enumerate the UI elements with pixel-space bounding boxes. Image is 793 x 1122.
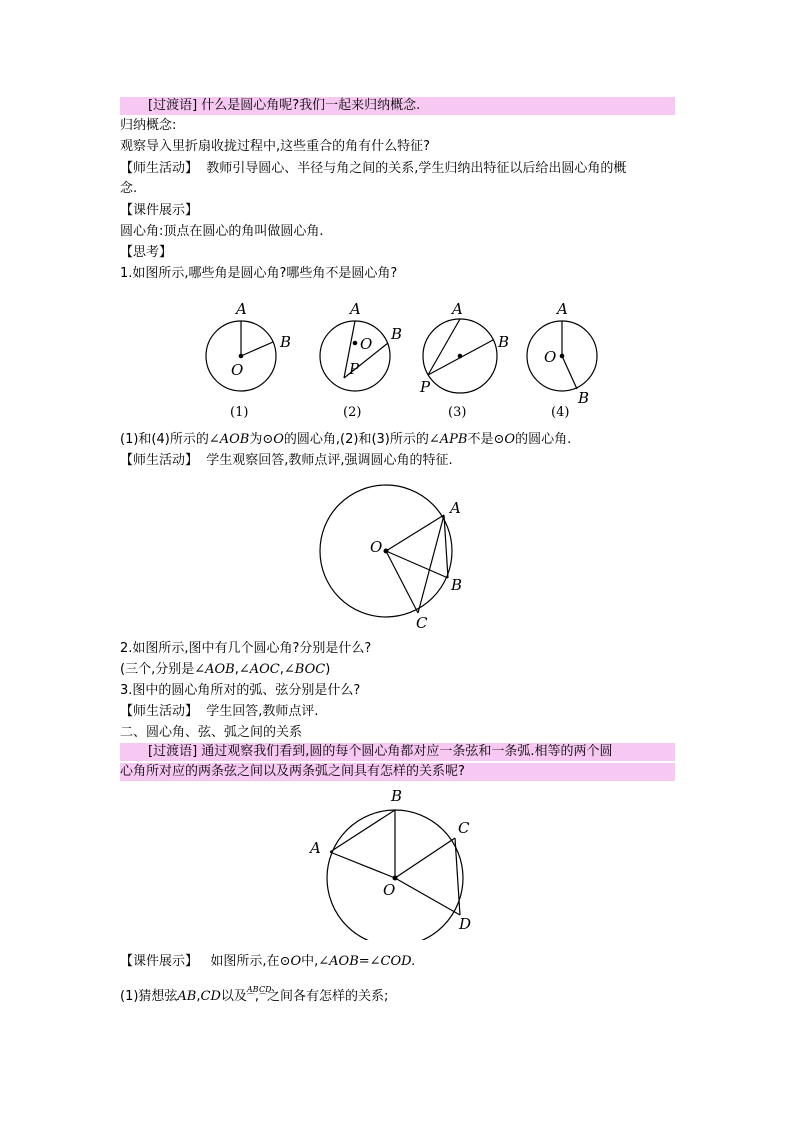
activity-tag: 【师生活动】 [120, 453, 199, 468]
radius-oa [330, 852, 395, 878]
fig3-label-d: D [459, 915, 472, 933]
conjecture-part: 之间各有怎样的关系; [267, 989, 389, 1004]
transition-text: [过渡语] 什么是圆心角呢?我们一起来归纳概念. [148, 98, 421, 113]
conjecture-line [120, 985, 675, 1007]
chord-cd-label: CD [200, 989, 221, 1004]
fig1-c1-label-a: A [236, 300, 247, 318]
radius-oc [395, 838, 455, 878]
fig2-label-c: C [416, 614, 428, 632]
conjecture-part: , [196, 989, 201, 1004]
definition-line: 圆心角:顶点在圆心的角叫做圆心角. [120, 224, 324, 239]
answer-2-part: , [279, 662, 284, 677]
activity-text: 学生回答,教师点评. [206, 704, 319, 719]
answer-2-part: (三个,分别是 [120, 662, 195, 677]
radius-od [395, 878, 460, 915]
chord-ab [330, 810, 395, 852]
angle-aob: ∠AOB [208, 432, 250, 447]
question-3: 3.图中的圆心角所对的弧、弦分别是什么? [120, 683, 361, 698]
fig2-label-b: B [451, 576, 463, 594]
fig1-c2-label-p: P [349, 360, 360, 378]
transition-text: [过渡语] 通过观察我们看到,圆的每个圆心角都对应一条弦和一条弧.相等的两个圆 [148, 744, 613, 759]
courseware-part: 如图所示,在 [210, 954, 280, 969]
arc-cd-text: CD [259, 985, 272, 994]
answer-2-part: ) [325, 662, 331, 677]
think-heading: 【思考】 [120, 245, 173, 260]
circle-o-symbol: ⊙O [493, 432, 516, 447]
fig1-c3-label-p: P [420, 378, 431, 396]
angle-aob: ∠AOB [194, 662, 235, 677]
conjecture-part: , [254, 989, 260, 1004]
courseware-tag: 【课件展示】 [120, 954, 199, 969]
fig1-c4-label-o: O [544, 348, 557, 366]
question-2: 2.如图所示,图中有几个圆心角?分别是什么? [120, 641, 372, 656]
arc-ab-label: AB ⌒ [247, 988, 255, 1007]
answer-1-part: 的圆心角,(2)和(3)所示的 [283, 432, 429, 447]
chord-ab-label: AB [177, 989, 197, 1004]
courseware-line [120, 953, 675, 971]
angle-equality: ∠AOB=∠COD. [318, 954, 416, 969]
angle-boc: ∠BOC [283, 662, 326, 677]
arc-ab-text: AB [246, 985, 259, 994]
fig1-caption-1: (1) [230, 405, 249, 420]
fig1-c1-label-b: B [280, 333, 292, 351]
angle-aoc: ∠AOC [238, 662, 280, 677]
fig2-label-a: A [450, 499, 461, 517]
fig1-c4-label-a: A [557, 300, 568, 318]
circle-o-symbol: ⊙O [279, 954, 302, 969]
fig3-label-b: B [391, 787, 403, 805]
fig1-c3-label-a: A [452, 300, 463, 318]
fig3-label-c: C [458, 819, 470, 837]
fig1-c2-label-a: A [350, 300, 361, 318]
circle-o-symbol: ⊙O [262, 432, 284, 447]
activity-text: 学生观察回答,教师点评,强调圆心角的特征. [206, 453, 453, 468]
answer-1-part: 不是 [467, 432, 494, 447]
summary-heading: 归纳概念: [120, 118, 177, 133]
question-1: 1.如图所示,哪些角是圆心角?哪些角不是圆心角? [120, 266, 398, 281]
section-2-heading: 二、圆心角、弦、弧之间的关系 [120, 725, 303, 740]
fig1-c4-label-b: B [578, 389, 590, 407]
answer-1-part: 的圆心角. [515, 432, 572, 447]
fig1-c2-label-b: B [391, 325, 403, 343]
fig2-label-o: O [370, 538, 383, 556]
angle-apb: ∠APB [428, 432, 468, 447]
fig1-c2-label-o: O [360, 335, 373, 353]
fig1-caption-2: (2) [343, 405, 362, 420]
answer-2-part: , [234, 662, 239, 677]
courseware-heading: 【课件展示】 [120, 203, 199, 218]
conjecture-part: (1)猜想弦 [120, 989, 178, 1004]
activity-text: 教师引导圆心、半径与角之间的关系,学生归纳出特征以后给出圆心角的概 [206, 161, 627, 176]
answer-1-part: (1)和(4)所示的 [120, 432, 209, 447]
fig1-caption-3: (3) [448, 405, 467, 420]
fig1-caption-4: (4) [551, 405, 570, 420]
observe-question: 观察导入里折扇收拢过程中,这些重合的角有什么特征? [120, 139, 431, 154]
activity-tag: 【师生活动】 [120, 161, 199, 176]
arc-cd-label: CD ⌒ [259, 988, 267, 1007]
activity-tag: 【师生活动】 [120, 704, 199, 719]
fig1-c3-label-b: B [498, 333, 510, 351]
activity-line-1-cont: 念. [120, 181, 138, 196]
fig3-label-o: O [383, 881, 396, 899]
answer-1-part: 为 [249, 432, 263, 447]
conjecture-part: 以及 [220, 989, 247, 1004]
fig3-label-a: A [310, 839, 321, 857]
courseware-part: 中, [301, 954, 319, 969]
fig1-c1-label-o: O [231, 361, 244, 379]
center-dot-fig3 [393, 876, 398, 881]
transition-text: 心角所对应的两条弦之间以及两条弧之间具有怎样的关系呢? [120, 764, 465, 779]
